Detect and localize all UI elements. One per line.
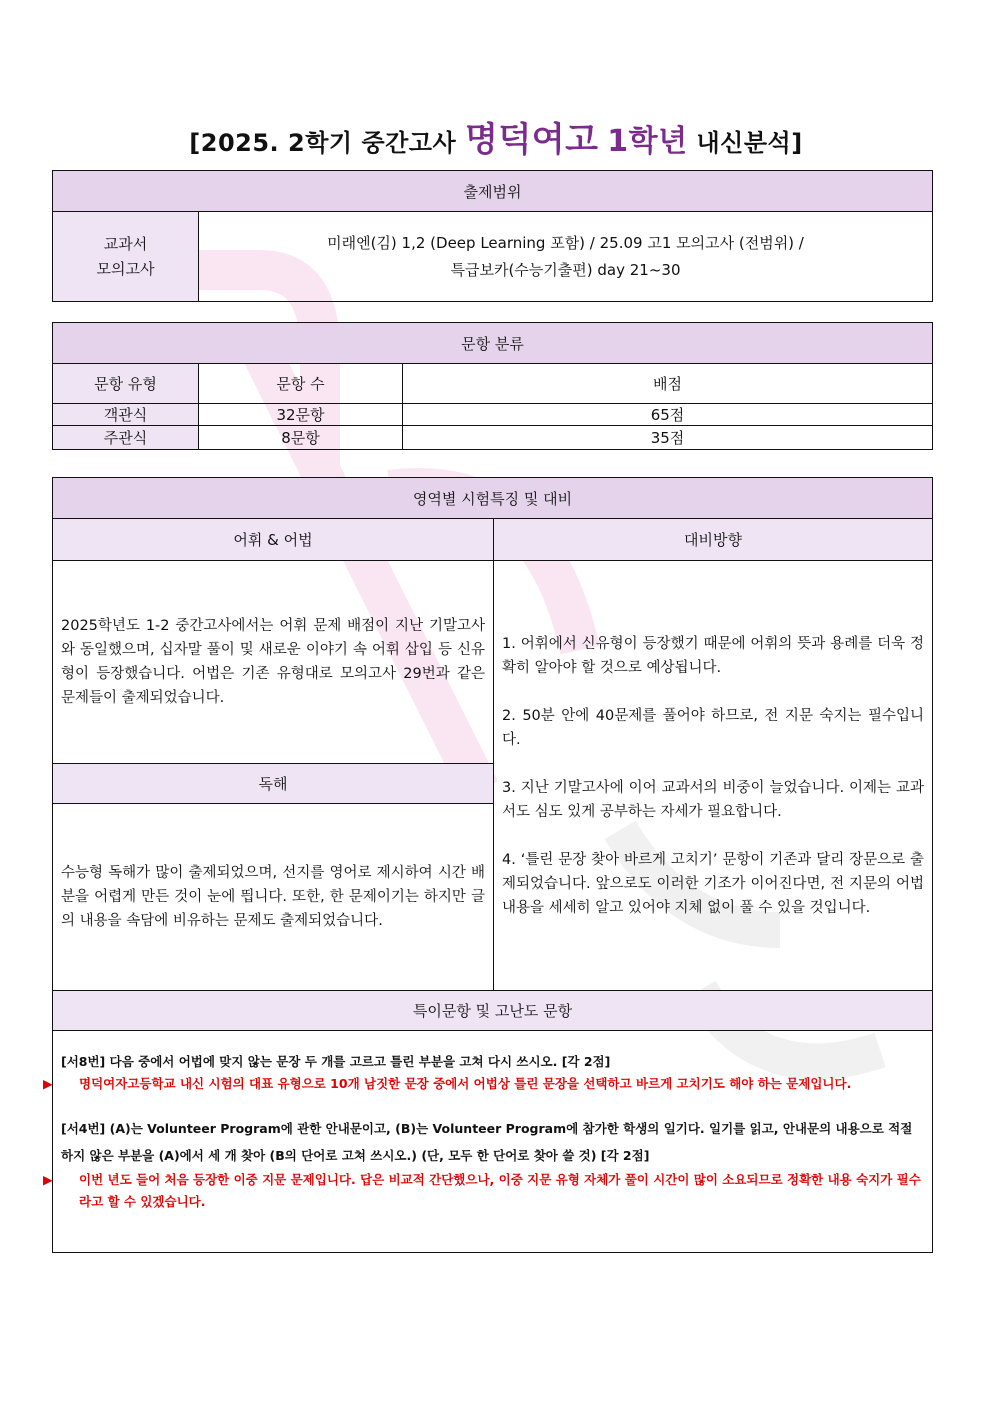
prep-item-2: 2. 50분 안에 40문제를 풀어야 하므로, 전 지문 숙지는 필수입니다. — [502, 707, 924, 748]
row-count: 32문항 — [199, 404, 403, 426]
col-count-header: 문항 수 — [199, 364, 403, 404]
prep-item-3: 3. 지난 기말고사에 이어 교과서의 비중이 늘었습니다. 이제는 교과서도 심도 있게 공부하는 자세가 필요합니다. — [502, 779, 924, 820]
prep-item-4: 4. ‘틀린 문장 찾아 바르게 고치기’ 문항이 기존과 달리 장문으로 출제되었습니다. 앞으로도 이러한 기조가 이어진다면, 전 지문의 어법 내용을 세세히 알고 있어야 지체 없이 풀 수 있을 것입니다. — [502, 851, 924, 916]
special-header: 특이문항 및 고난도 문항 — [53, 991, 933, 1031]
row-score: 35점 — [403, 426, 933, 450]
prep-cell — [494, 561, 933, 991]
table-row — [53, 426, 933, 450]
arrow-icon: ▶ — [43, 1172, 53, 1187]
scope-header: 출제범위 — [53, 171, 933, 212]
classification-table — [52, 322, 933, 450]
reading-cell — [53, 804, 494, 991]
arrow-icon: ▶ — [43, 1076, 53, 1091]
vocab-text: 2025학년도 1-2 중간고사에서는 어휘 문제 배점이 지난 기말고사와 동일했으며, 십자말 풀이 및 새로운 이야기 속 어휘 삽입 등 신유형이 등장했습니다. 어법은 기존 유형대로 모의고사 29번과 같은 문제들이 출제되었습니다. — [61, 618, 485, 706]
row-score: 65점 — [403, 404, 933, 426]
question-8: [서8번] 다음 중에서 어법에 맞지 않는 문장 두 개를 고르고 틀린 부분을 고쳐 다시 쓰시오. [각 2점] — [61, 1054, 611, 1069]
analysis-table — [43, 477, 933, 1253]
vocab-cell — [53, 561, 494, 764]
prep-header: 대비방향 — [494, 519, 933, 561]
col-type-header: 문항 유형 — [53, 364, 199, 404]
row-count: 8문항 — [199, 426, 403, 450]
question-4-note: ▶ 이번 년도 들어 처음 등장한 이중 지문 문제입니다. 답은 비교적 간단했으나, 이중 지문 유형 자체가 풀이 시간이 많이 소요되므로 정확한 내용 숙지가 필수라고 할 수 있겠습니다. — [61, 1169, 924, 1213]
reading-text: 수능형 독해가 많이 출제되었으며, 선지를 영어로 제시하여 시간 배분을 어렵게 만든 것이 눈에 띕니다. 또한, 한 문제이기는 하지만 글의 내용을 속담에 비유하는 문제도 출제되었습니다. — [61, 865, 485, 929]
analysis-header: 영역별 시험특징 및 대비 — [53, 478, 933, 519]
reading-header: 독해 — [53, 764, 494, 804]
question-4: [서4번] (A)는 Volunteer Program에 관한 안내문이고, (B)는 Volunteer Program에 참가한 학생의 일기다. 일기를 읽고, 안내문의 내용으로 적절하지 않은 부분을 (A)에서 세 개 찾아 (B의 단어로 고쳐 쓰시오.) (단, 모두 한 단어로 찾아 쓸 것) [각 2점] — [61, 1121, 913, 1163]
prep-item-1: 1. 어휘에서 신유형이 등장했기 때문에 어휘의 뜻과 용례를 더욱 정확히 알아야 할 것으로 예상됩니다. — [502, 635, 924, 676]
scope-content: 미래엔(김) 1,2 (Deep Learning 포함) / 25.09 고1 모의고사 (전범위) / 특급보카(수능기출편) day 21~30 — [199, 212, 933, 302]
classification-header: 문항 분류 — [53, 323, 933, 364]
page-title: [2025. 2학기 중간고사 명덕여고 1학년 내신분석] — [189, 120, 803, 160]
row-type: 주관식 — [53, 426, 199, 450]
table-row — [53, 404, 933, 426]
row-type: 객관식 — [53, 404, 199, 426]
scope-table — [52, 170, 933, 302]
special-cell — [43, 1031, 933, 1253]
vocab-header: 어휘 & 어법 — [53, 519, 494, 561]
question-8-note: ▶ 명덕여자고등학교 내신 시험의 대표 유형으로 10개 남짓한 문장 중에서 어법상 틀린 문장을 선택하고 바르게 고치기도 해야 하는 문제입니다. — [61, 1073, 924, 1095]
scope-label: 교과서 모의고사 — [53, 212, 199, 302]
col-score-header: 배점 — [403, 364, 933, 404]
